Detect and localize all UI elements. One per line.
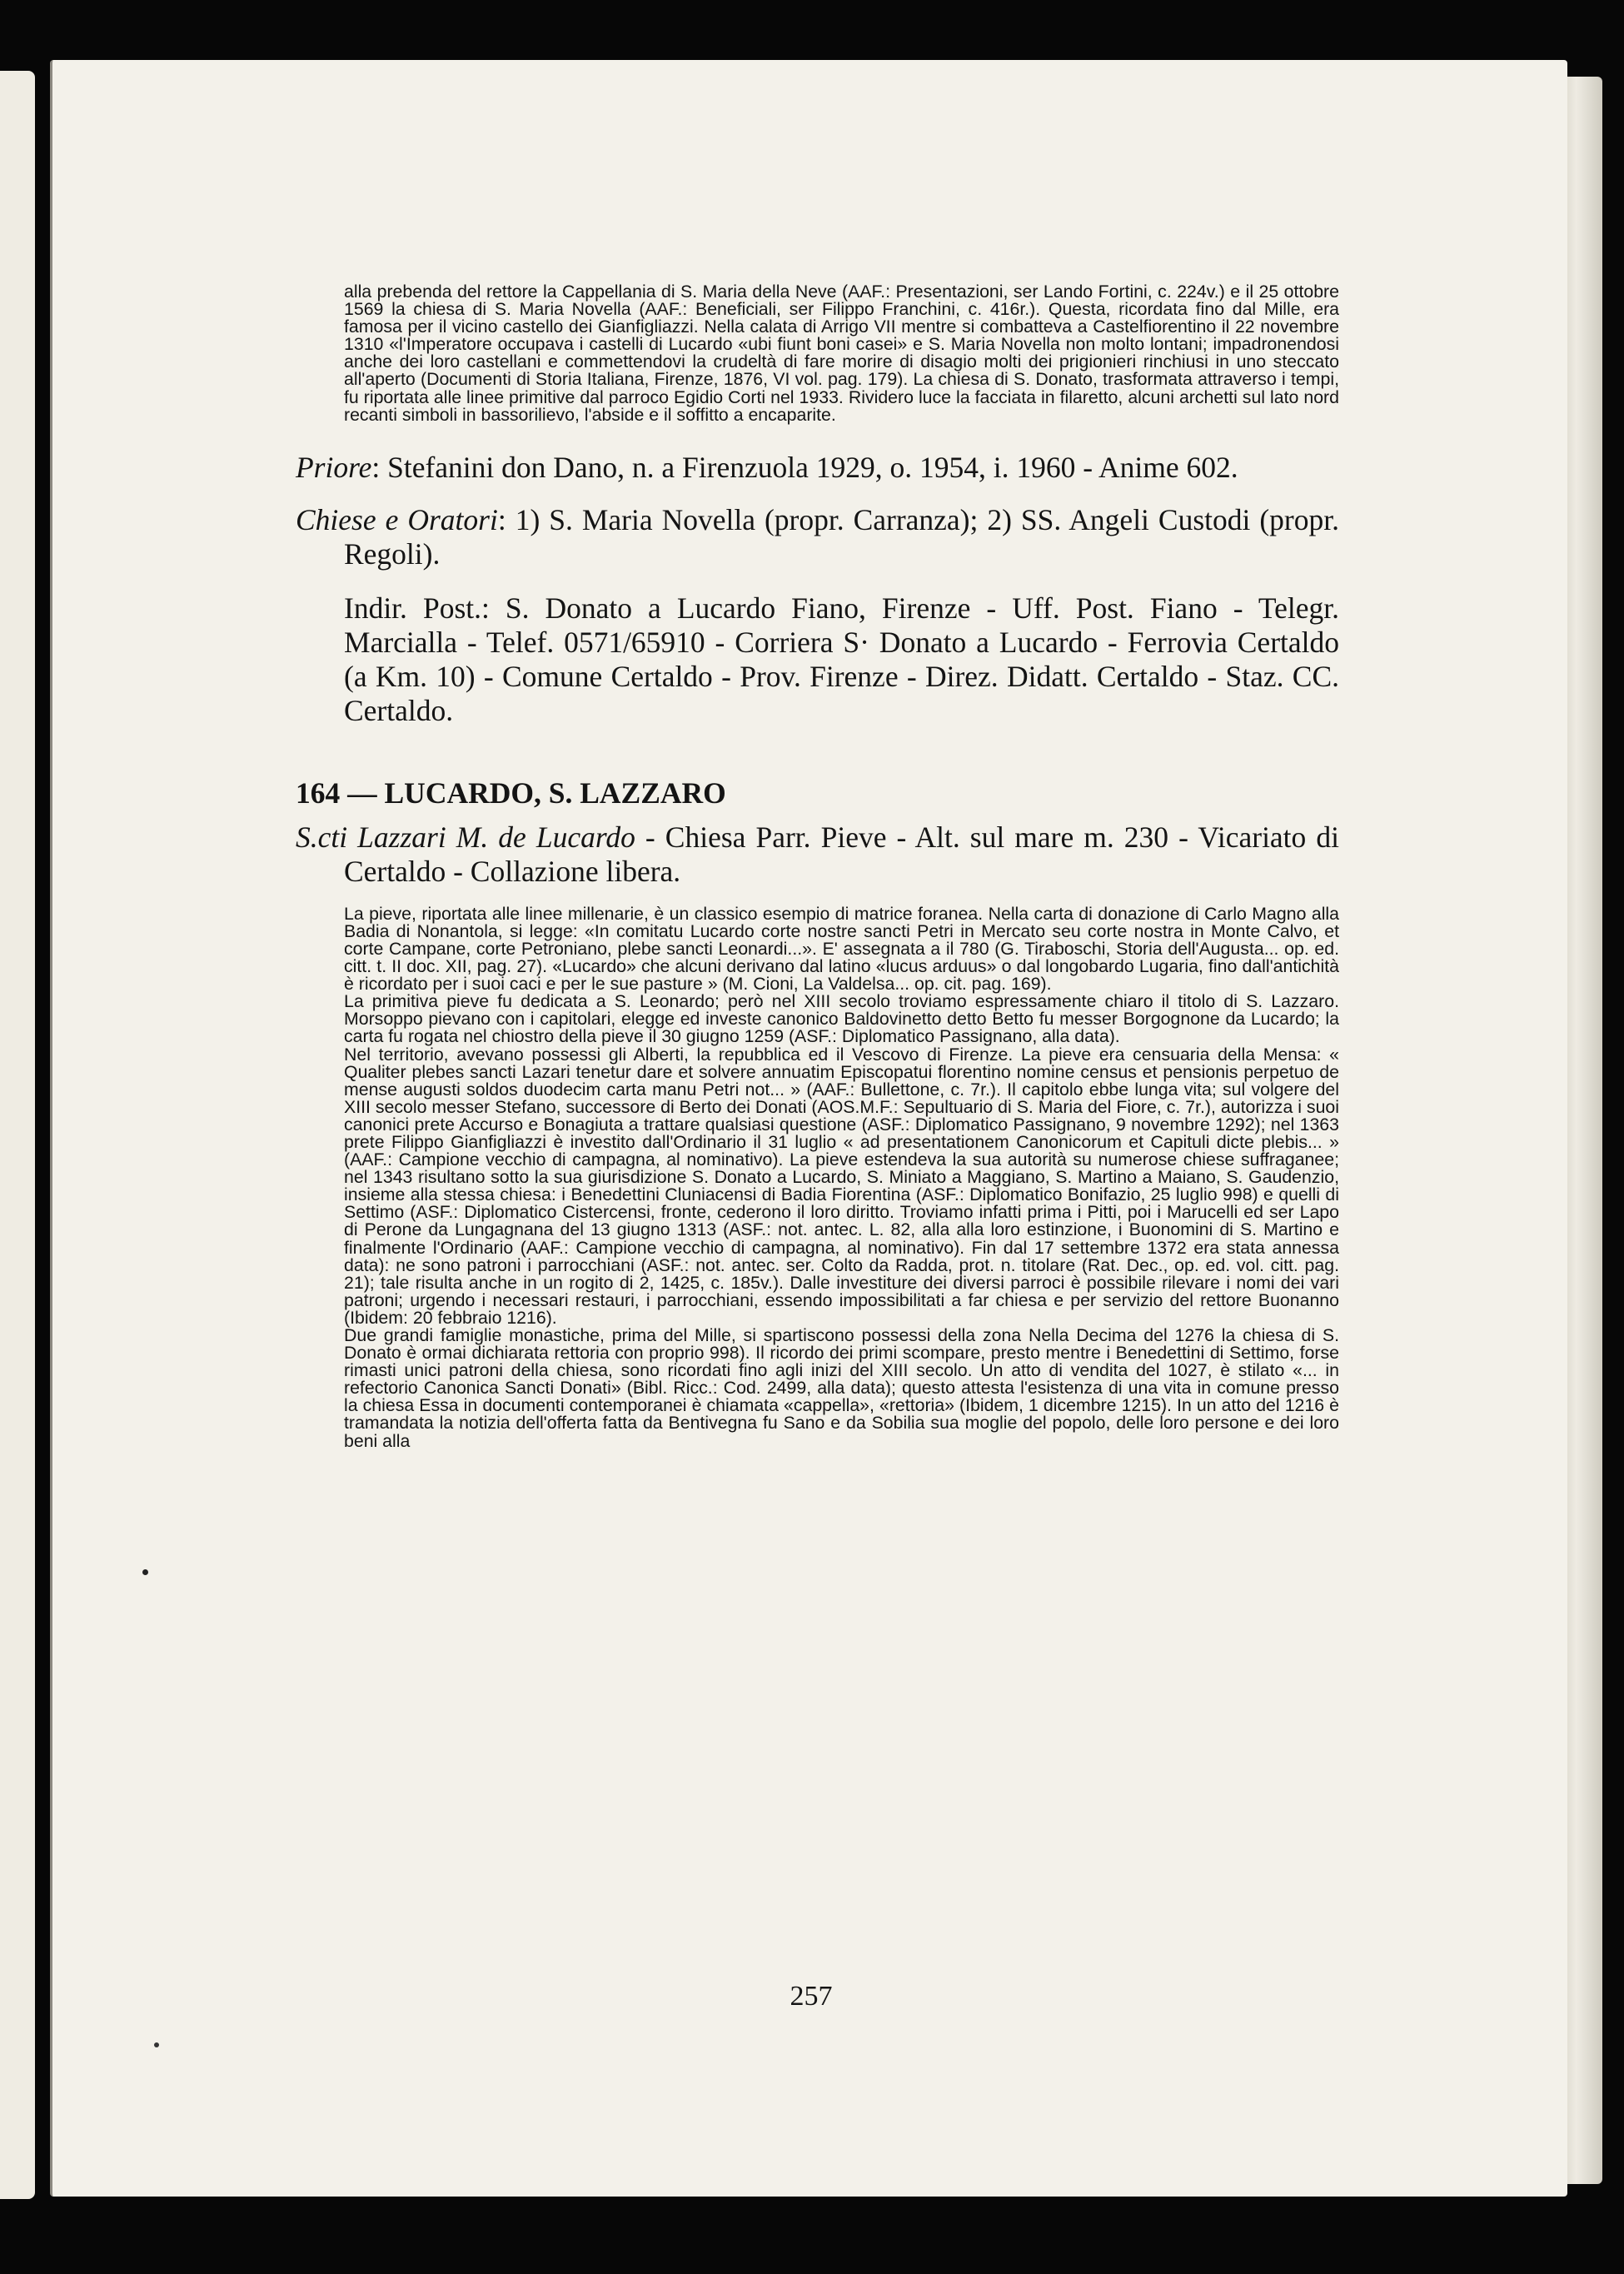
church-details-text: - Chiesa Parr. Pieve - Alt. sul mare m. 230 - Vicariato di Certaldo - Collazione libera. (344, 820, 1339, 888)
page-number: 257 (790, 1981, 833, 2012)
priore-entry (296, 451, 1339, 485)
page-text (296, 283, 1339, 1450)
body-paragraph: La pieve, riportata alle linee millenarie, è un classico esempio di matrice foranea. Nella carta di donazione di Carlo Magno alla Badia di Nonantola, si legge: «In comitatu Lucardo corte nostre sancti Petri in Mercato seu corte nostra in Monte Calvo, et corte Campane, corte Petroniano, plebe sancti Leonardi...». E' assegnata a il 780 (G. Tiraboschi, Storia dell'Augusta... op. ed. citt. t. II doc. XII, pag. 27). «Lucardo» che alcuni derivano dal latino «lucus arduus» o dal longobardo Lugaria, fino dall'antichità è ricordato per i suoi caci e per le sue pasture » (M. Cioni, La Valdelsa... op. cit. pag. 169). (344, 903, 1339, 995)
priore-label: Priore (296, 450, 372, 484)
priore-text: : Stefanini don Dano, n. a Firenzuola 1929, o. 1954, i. 1960 - Anime 602. (371, 450, 1238, 484)
chiese-text: : 1) S. Maria Novella (propr. Carranza); 2) SS. Angeli Custodi (propr. Regoli). (344, 502, 1339, 571)
body-paragraph: Nel territorio, avevano possessi gli Alberti, la repubblica ed il Vescovo di Firenze. La pieve era censuaria della Mensa: « Qualiter plebes sancti Lazari tenetur dare et solvere annuatim Episcopatui florentino nomine census et pensionis perpetuo de mense augusti soldos duodecim carta manu Petri not... » (AAF.: Bullettone, c. 7r.). Il capitolo ebbe lunga vita; sul volgere del XIII secolo messer Stefano, successore di Berto dei Donati (AOS.M.F.: Sepultuario di S. Maria del Fiore, c. 7r.), autorizza i suoi canonici prete Accurso e Bonagiuta a trattare qualsiasi questione (ASF.: Diplomatico Passignano, 9 novembre 1292); nel 1363 prete Filippo Gianfigliazzi è investito dall'Ordinario il 31 luglio « ad presentationem Canonicorum et Capituli dicte plebis... » (AAF.: Campione vecchio di campagna, al nominativo). La pieve estendeva la sua autorità su numerose chiese suffraganee; nel 1343 risultano sotto la sua giurisdizione S. Donato a Lucardo, S. Miniato a Maggiano, S. Martino a Maiano, S. Gaudenzio, insieme alla stessa chiesa: i Benedettini Cluniacensi di Badia Fiorentina (ASF.: Diplomatico Bonifazio, 25 luglio 998) e quelli di Settimo (ASF.: Diplomatico Cistercensi, fronte, cederono il loro diritto. Troviamo infatti prima i Pitti, poi i Marucelli ed ser Lapo di Perone da Lungagnana del 13 giugno 1313 (ASF.: not. antec. L. 82, alla alla loro estinzione, i Buonomini di S. Martino e finalmente l'Ordinario (AAF.: Campione vecchio di campagna, al nominativo). Fin dal 17 settembre 1372 era stata annessa data): ne sono patroni i parrocchiani (ASF.: not. antec. ser. Colto da Radda, prot. n. titolare (Rat. Dec., op. ed. vol. citt. pag. 21); tale risulta anche in un rogito di 2, 1425, c. 185v.). Dalle investiture dei diversi parroci è possibile rilevare i nomi dei vari patroni; urgendo i necessari restauri, i parrocchiani, essendo impossibilitati a far chiesa e per servizio del rettore Buonanno (Ibidem: 20 febbraio 1216). (344, 1044, 1339, 1328)
body-paragraph: alla prebenda del rettore la Cappellania di S. Maria della Neve (AAF.: Presentazioni, ser Lando Fortini, c. 224v.) e il 25 ottobre 1569 la chiesa di S. Maria Novella (AAF.: Beneficiali, ser Filippo Franchini, c. 416r.). Questa, ricordata fino dal Mille, era famosa per il vicino castello dei Gianfigliazzi. Nella calata di Arrigo VII mentre si combatteva a Castelfiorentino il 22 novembre 1310 «l'Imperatore occupava i castelli di Lucardo «ubi fiunt boni casei» e S. Maria Novella non molto lontani; impadronendosi anche dei loro castellani e commettendovi la crudeltà di fare morire di disagio molti dei prigionieri rinchiusi in uno steccato all'aperto (Documenti di Storia Italiana, Firenze, 1876, VI vol. pag. 179). La chiesa di S. Donato, trasformata attraverso i tempi, fu riportata alle linee primitive dal parroco Egidio Corti nel 1933. Rividero luce la facciata in filaretto, alcuni archetti sul lato nord recanti simboli in bassorilievo, l'abside e il soffitto a encaparite. (344, 282, 1339, 425)
ink-speck (142, 1569, 148, 1575)
latin-name: S.cti Lazzari M. de Lucardo (296, 820, 635, 854)
body-paragraph: La primitiva pieve fu dedicata a S. Leonardo; però nel XIII secolo troviamo espressamente chiaro il titolo di S. Lazzaro. Morsoppo pievano con i capitolari, elegge ed investe canonico Baldovinetto detto Betto fu messer Borgognone da Lucardo; la carta fu rogata nel chiostro della pieve il 30 giugno 1259 (ASF.: Diplomatico Passignano, alla data). (344, 991, 1339, 1047)
continuation-paragraph (344, 283, 1339, 424)
postal-address: Indir. Post.: S. Donato a Lucardo Fiano, Firenze - Uff. Post. Fiano - Telegr. Marcialla - Telef. 0571/65910 - Corriera S· Donato a Lucardo - Ferrovia Certaldo (a Km. 10) - Comune Certaldo - Prov. Firenze - Direz. Didatt. Certaldo - Staz. CC. Certaldo. (344, 591, 1339, 727)
book-page (50, 60, 1567, 2197)
body-paragraph: Due grandi famiglie monastiche, prima del Mille, si spartiscono possessi della zona Nella Decima del 1276 la chiesa di S. Donato è ormai dichiarata rettoria con proprio 998). Il ricordo dei primi scompare, presto mentre i Benedettini di Settimo, forse rimasti unici patroni della chiesa, sono ricordati fino agli inizi del XIII secolo. Un atto di vendita del 1027, è stilato «... in refectorio Canonica Sancti Donati» (Bibl. Ricc.: Cod. 2499, alla data); questo attesta l'esistenza di una vita in comune presso la chiesa Essa in documenti contemporanei è chiamata «cappella», «rettoria» (Ibidem, 1 dicembre 1215). In un atto del 1216 è tramandata la notizia dell'offerta fatta da Bentivegna fu Sano e da Sobilia sua moglie del popolo, delle loro persone e dei loro beni alla (344, 1325, 1339, 1451)
entry-heading: 164 — LUCARDO, S. LAZZARO (296, 775, 726, 810)
ink-speck (154, 2042, 159, 2047)
chiese-entry (296, 503, 1339, 571)
history-text (344, 905, 1339, 1450)
facing-page-edge (0, 71, 35, 2199)
chiese-label: Chiese e Oratori (296, 502, 498, 536)
church-details (296, 820, 1339, 889)
